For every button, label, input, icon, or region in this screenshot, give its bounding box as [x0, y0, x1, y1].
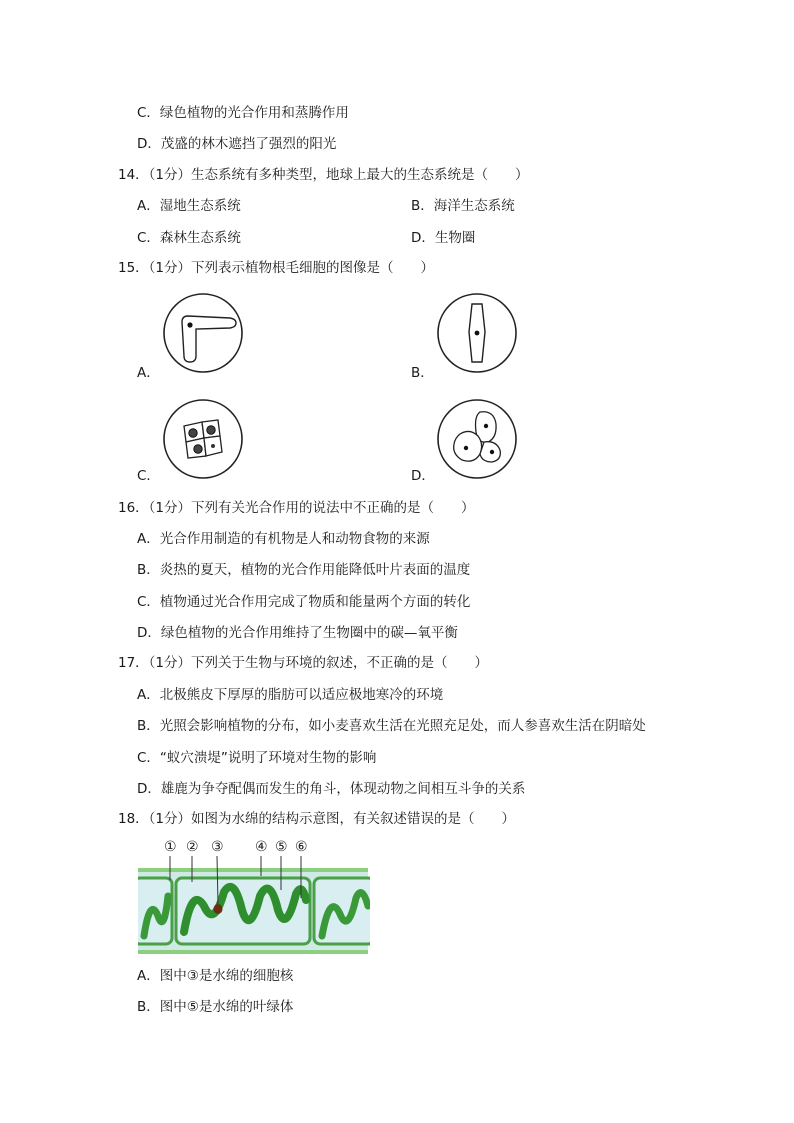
root-hair-cell-image — [162, 292, 244, 374]
q18-option-a: A．图中③是水绵的细胞核 — [137, 968, 294, 984]
q13-option-c: C．绿色植物的光合作用和蒸腾作用 — [137, 105, 349, 121]
q15-stem: 15．（1分）下列表示植物根毛细胞的图像是（ ） — [118, 260, 435, 276]
q14-option-d: D．生物圈 — [411, 230, 476, 246]
q16-option-a: A．光合作用制造的有机物是人和动物食物的来源 — [137, 531, 430, 547]
label-3: ③ — [211, 839, 224, 855]
q16-stem: 16．（1分）下列有关光合作用的说法中不正确的是（ ） — [118, 500, 475, 516]
q14-option-b: B．海洋生态系统 — [411, 198, 515, 214]
q14-option-c: C．森林生态系统 — [137, 230, 241, 246]
label-1: ① — [164, 839, 177, 855]
q17-option-b: B．光照会影响植物的分布，如小麦喜欢生活在光照充足处，而人参喜欢生活在阴暗处 — [137, 718, 646, 734]
q16-option-b: B．炎热的夏天，植物的光合作用能降低叶片表面的温度 — [137, 562, 471, 578]
rounded-cells-image — [436, 398, 518, 480]
label-6: ⑥ — [295, 839, 308, 855]
q15-option-d: D． — [411, 468, 435, 484]
label-2: ② — [186, 839, 199, 855]
q18-option-b: B．图中⑤是水绵的叶绿体 — [137, 999, 294, 1015]
q17-option-d: D．雄鹿为争夺配偶而发生的角斗，体现动物之间相互斗争的关系 — [137, 781, 526, 797]
q16-option-d: D．绿色植物的光合作用维持了生物圈中的碳—氧平衡 — [137, 625, 458, 641]
q13-option-d: D．茂盛的林木遮挡了强烈的阳光 — [137, 136, 337, 152]
q14-stem: 14．（1分）生态系统有多种类型，地球上最大的生态系统是（ ） — [118, 167, 529, 183]
q15-option-c: C． — [137, 468, 160, 484]
q16-option-c: C．植物通过光合作用完成了物质和能量两个方面的转化 — [137, 594, 471, 610]
q17-stem: 17．（1分）下列关于生物与环境的叙述，不正确的是（ ） — [118, 655, 489, 671]
label-4: ④ — [255, 839, 268, 855]
q17-option-a: A．北极熊皮下厚厚的脂肪可以适应极地寒冷的环境 — [137, 687, 444, 703]
elongated-cell-image — [436, 292, 518, 374]
q17-option-c: C．“蚁穴溃堤”说明了环境对生物的影响 — [137, 750, 377, 766]
q15-option-a: A． — [137, 365, 160, 381]
q14-option-a: A．湿地生态系统 — [137, 198, 241, 214]
q15-option-b: B． — [411, 365, 434, 381]
q18-stem: 18．（1分）如图为水绵的结构示意图，有关叙述错误的是（ ） — [118, 811, 516, 827]
label-5: ⑤ — [275, 839, 288, 855]
spirogyra-diagram — [138, 836, 370, 958]
onion-epidermis-cells-image — [162, 398, 244, 480]
